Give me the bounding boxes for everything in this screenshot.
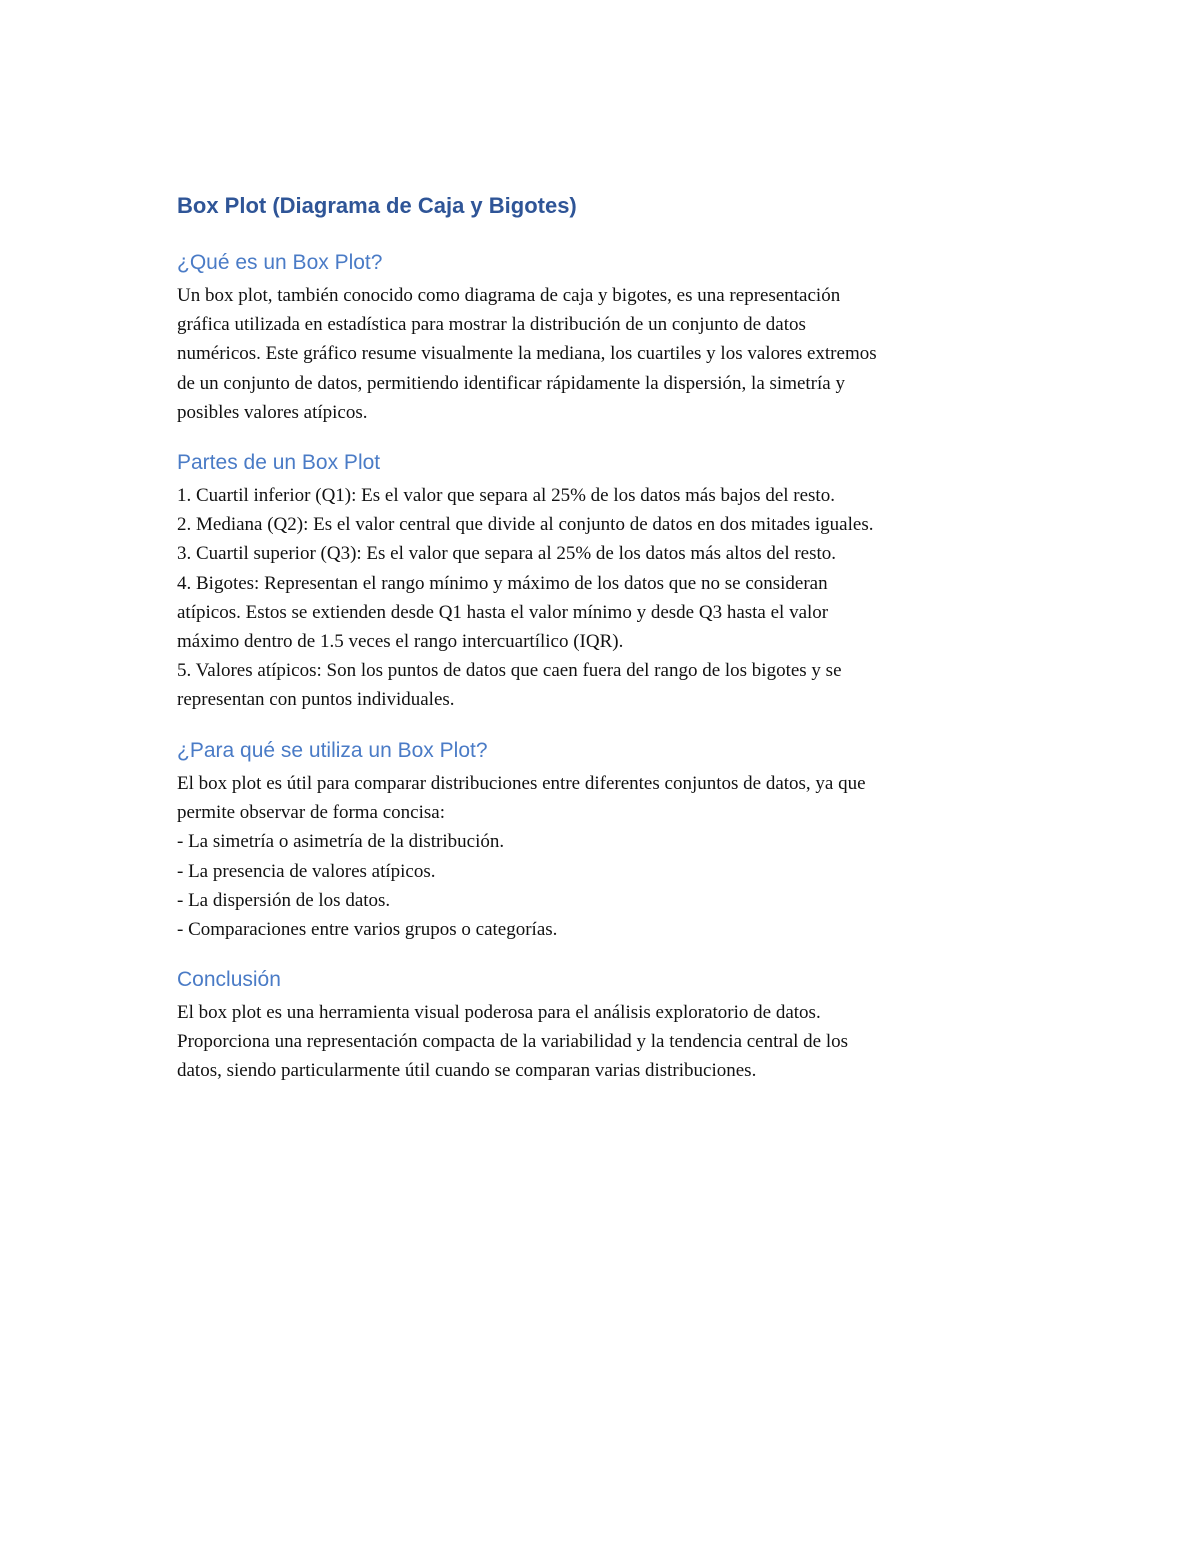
list-item: - La dispersión de los datos. [177, 889, 391, 911]
section-heading-what-is: ¿Qué es un Box Plot? [177, 251, 383, 274]
text-line: posibles valores atípicos. [177, 401, 368, 423]
list-item: atípicos. Estos se extienden desde Q1 hasta el valor mínimo y desde Q3 hasta el valor [177, 601, 829, 623]
list-item: 4. Bigotes: Representan el rango mínimo y máximo de los datos que no se consideran [177, 572, 828, 594]
list-item: 2. Mediana (Q2): Es el valor central que divide al conjunto de datos en dos mitades iguales. [177, 514, 874, 536]
text-line: gráfica utilizada en estadística para mostrar la distribución de un conjunto de datos [177, 314, 806, 336]
text-line: El box plot es útil para comparar distribuciones entre diferentes conjuntos de datos, ya que [177, 773, 866, 794]
list-item: 3. Cuartil superior (Q3): Es el valor que separa al 25% de los datos más altos del resto. [177, 543, 837, 565]
list-item: - La simetría o asimetría de la distribución. [177, 831, 505, 853]
text-line: Proporciona una representación compacta de la variabilidad y la tendencia central de los [177, 1031, 849, 1053]
document-title: Box Plot (Diagrama de Caja y Bigotes) [177, 193, 577, 218]
text-line: El box plot es una herramienta visual poderosa para el análisis exploratorio de datos. [177, 1002, 821, 1023]
text-line: datos, siendo particularmente útil cuando se comparan varias distribuciones. [177, 1060, 757, 1082]
section-body-uses [177, 769, 1037, 944]
list-item: 5. Valores atípicos: Son los puntos de datos que caen fuera del rango de los bigotes y se [177, 660, 842, 682]
list-item: representan con puntos individuales. [177, 689, 455, 711]
list-item: 1. Cuartil inferior (Q1): Es el valor que separa al 25% de los datos más bajos del resto. [177, 485, 835, 506]
section-body-what-is [177, 281, 1037, 427]
section-body-parts [177, 481, 1037, 715]
section-body-conclusion [177, 998, 1037, 1086]
list-item: - La presencia de valores atípicos. [177, 860, 436, 882]
list-item: - Comparaciones entre varios grupos o categorías. [177, 919, 558, 941]
section-heading-parts: Partes de un Box Plot [177, 451, 381, 474]
text-line: permite observar de forma concisa: [177, 802, 445, 824]
text-line: Un box plot, también conocido como diagrama de caja y bigotes, es una representación [177, 285, 841, 306]
text-line: de un conjunto de datos, permitiendo identificar rápidamente la dispersión, la simetría y [177, 372, 845, 394]
section-heading-uses: ¿Para qué se utiliza un Box Plot? [177, 739, 488, 762]
list-item: máximo dentro de 1.5 veces el rango intercuartílico (IQR). [177, 631, 624, 653]
text-line: numéricos. Este gráfico resume visualmente la mediana, los cuartiles y los valores extremos [177, 343, 877, 365]
section-heading-conclusion: Conclusión [177, 968, 281, 991]
